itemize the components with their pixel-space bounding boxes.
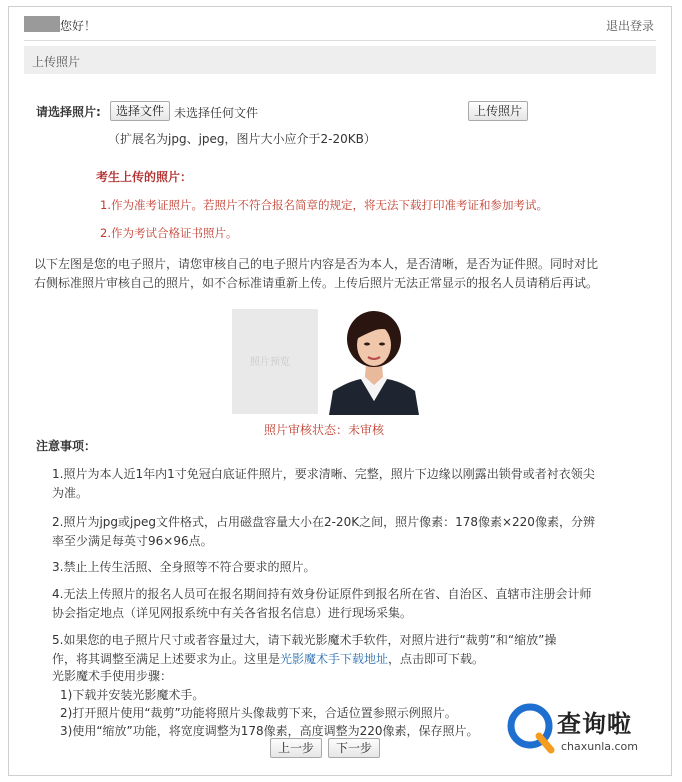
user-name-blurred — [24, 16, 60, 32]
watermark-brand: 查询啦 — [557, 710, 632, 738]
notes-title: 注意事项： — [36, 439, 97, 453]
note-4-line-2: 协会指定地点（详见网报系统中有关各省报名信息）进行现场采集。 — [52, 606, 413, 620]
steps-title: 光影魔术手使用步骤： — [52, 669, 173, 683]
step-1: 1)下载并安装光影魔术手。 — [60, 688, 205, 702]
sample-photo — [329, 305, 419, 415]
choose-photo-label: 请选择照片: — [36, 105, 101, 119]
usage-item-2: 2.作为考试合格证书照片。 — [100, 226, 238, 240]
usage-title: 考生上传的照片： — [96, 170, 193, 184]
prev-step-button[interactable]: 上一步 — [270, 738, 322, 758]
step-2: 2)打开照片使用“裁剪”功能将照片头像裁剪下来，合适位置参照示例照片。 — [60, 706, 457, 720]
note-1-line-1: 1.照片为本人近1年内1寸免冠白底证件照片，要求清晰、完整，照片下边缘以刚露出锁骨或者衬衣领尖 — [52, 467, 595, 481]
next-step-button[interactable]: 下一步 — [328, 738, 380, 758]
no-file-text: 未选择任何文件 — [174, 106, 259, 120]
upload-photo-button[interactable]: 上传照片 — [468, 101, 528, 121]
logout-link[interactable]: 退出登录 — [605, 19, 654, 33]
intro-line-2: 右侧标准照片审核自己的照片，如不合标准请重新上传。上传后照片无法正常显示的报名人员请稍后再试。 — [34, 276, 599, 290]
sample-person-image — [329, 305, 419, 415]
note-5-text-post: ，点击即可下载。 — [388, 652, 485, 666]
note-4-line-1: 4.无法上传照片的报名人员可在报名期间持有效身份证原件到报名所在省、自治区、直辖市注册会计师 — [52, 587, 592, 601]
photo-review-status: 照片审核状态：未审核 — [264, 423, 385, 437]
note-2-line-1: 2.照片为jpg或jpeg文件格式，占用磁盘容量大小在2-20K之间，照片像素：178像素×220像素，分辨 — [52, 515, 595, 529]
usage-item-1: 1.作为准考证照片。若照片不符合报名简章的规定，将无法下载打印准考证和参加考试。 — [100, 198, 548, 212]
section-header — [24, 46, 656, 74]
step-3: 3)使用“缩放”功能，将宽度调整为178像素，高度调整为220像素，保存照片。 — [60, 724, 479, 738]
choose-file-button[interactable]: 选择文件 — [110, 101, 170, 121]
photo-preview — [232, 309, 318, 414]
divider — [24, 40, 656, 41]
download-link[interactable]: 光影魔术手下载地址 — [280, 652, 389, 666]
section-title: 上传照片 — [32, 55, 81, 69]
file-format-hint: （扩展名为jpg、jpeg，图片大小应介于2-20KB） — [108, 132, 376, 146]
greeting-text: 您好！ — [60, 19, 97, 33]
photo-preview-placeholder: 照片预览 — [250, 357, 290, 368]
note-2-line-2: 率至少满足每英寸96×96点。 — [52, 534, 213, 548]
watermark-logo — [505, 700, 665, 760]
note-1-line-2: 为准。 — [52, 486, 89, 500]
watermark-domain: chaxunla.com — [561, 740, 638, 753]
note-3: 3.禁止上传生活照、全身照等不符合要求的照片。 — [52, 560, 316, 574]
intro-line-1: 以下左图是您的电子照片，请您审核自己的电子照片内容是否为本人，是否清晰，是否为证件照。同时对比 — [34, 257, 599, 271]
top-bar — [18, 14, 654, 38]
note-5-text-pre: 作，将其调整至满足上述要求为止。这里是 — [52, 652, 281, 666]
note-5-line-1: 5.如果您的电子照片尺寸或者容量过大，请下载光影魔术手软件，对照片进行“裁剪”和“缩放”操 — [52, 633, 557, 647]
